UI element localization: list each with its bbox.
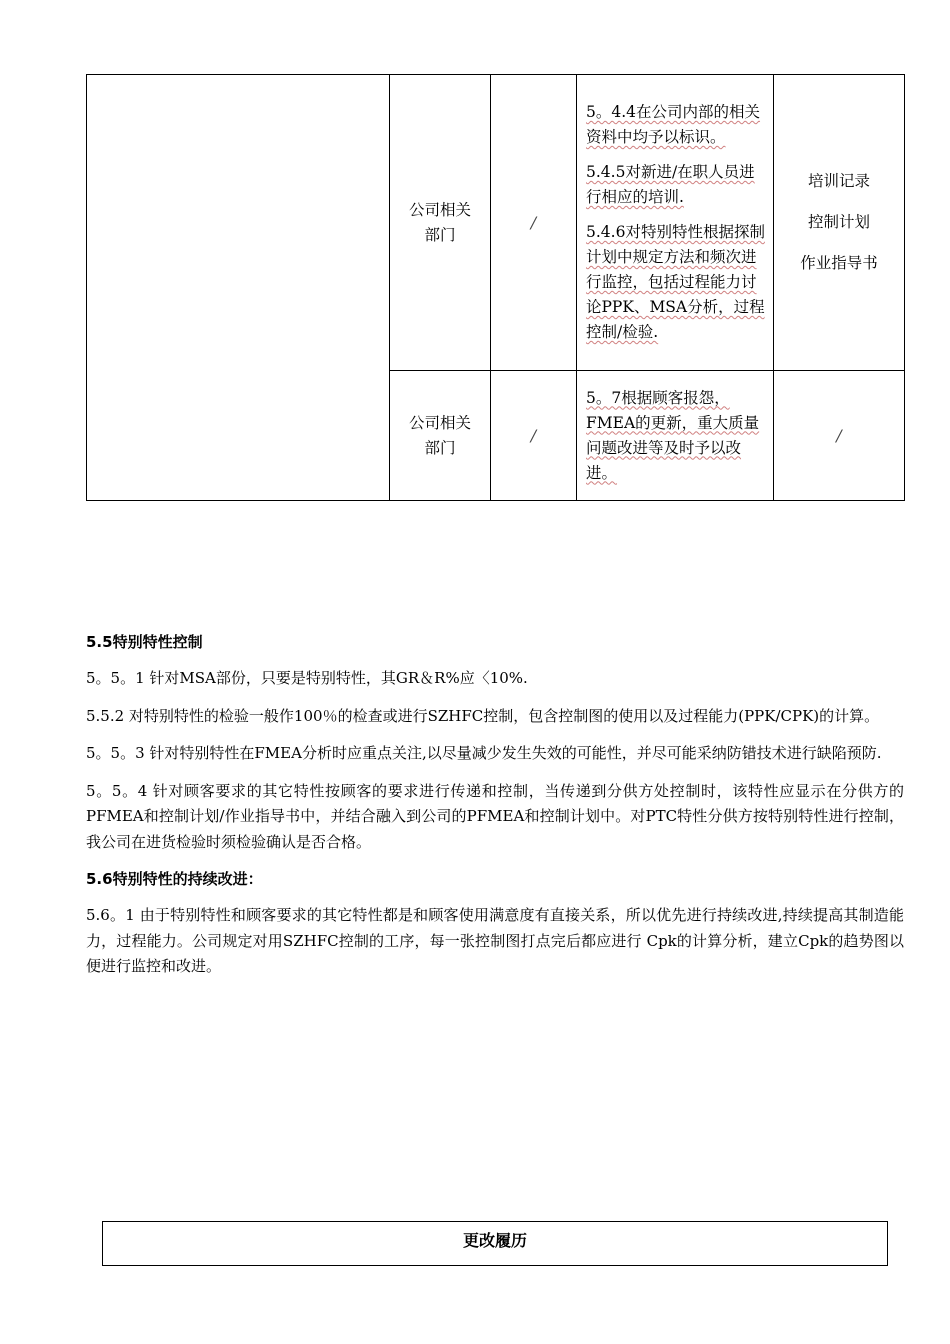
steps-cell — [577, 75, 774, 371]
slash-mark: / — [774, 371, 905, 501]
slash-mark: / — [491, 371, 577, 501]
steps-cell — [577, 371, 774, 501]
document-body — [86, 630, 904, 980]
step-text: 5。4.4在公司内部的相关资料中均予以标识。 — [586, 103, 761, 146]
record-item: 培训记录 — [807, 172, 870, 190]
paragraph: 5。5。4 针对顾客要求的其它特性按顾客的要求进行传递和控制，当传递到分供方处控制时，该特性应显示在分供方的PFMEA和控制计划/作业指导书中，并结合融入到公司的PFMEA和控制计划中。对PTC特性分供方按特别特性进行控制， 我公司在进货检验时须检验确认是否合格。 — [86, 781, 904, 851]
table-row — [87, 75, 905, 371]
dept-cell — [390, 371, 491, 501]
record-item: 作业指导书 — [800, 254, 878, 272]
blank-cell — [87, 75, 390, 501]
dept-cell — [390, 75, 491, 371]
dept-line: 公司相关 — [408, 200, 471, 219]
change-history-title: 更改履历 — [462, 1231, 527, 1250]
paragraph: 5。5。3 针对特别特性在FMEA分析时应重点关注,以尽量减少发生失效的可能性，并尽可能采纳防错技术进行缺陷预防. — [86, 744, 882, 762]
step-text: 5.4.5对新进/在职人员进行相应的培训. — [586, 163, 755, 206]
section-heading: 5.6特别特性的持续改进： — [86, 870, 263, 888]
process-table — [86, 74, 905, 501]
dept-line: 公司相关 — [408, 413, 471, 432]
slash-mark: / — [491, 75, 577, 371]
dept-line: 部门 — [424, 225, 456, 244]
records-cell — [774, 75, 905, 371]
paragraph: 5.5.2 对特别特性的检验一般作100％的检查或进行SZHFC控制，包含控制图的使用以及过程能力(PPK/CPK)的计算。 — [86, 706, 880, 725]
step-text: 5.4.6对特别特性根据探制计划中规定方法和频次进行监控，包括过程能力讨论PPK、MSA分析，过程控制/检验. — [586, 223, 765, 341]
dept-line: 部门 — [424, 438, 456, 457]
step-text: 5。7根据顾客报怨，FMEA的更新，重大质量问题改进等及时予以改进。 — [586, 388, 760, 482]
paragraph: 5。5。1 针对MSA部份，只要是特别特性，其GR＆R%应〈10%. — [86, 669, 528, 687]
paragraph: 5.6。1 由于特别特性和顾客要求的其它特性都是和顾客使用满意度有直接关系，所以优先进行持续改进,持续提高其制造能力，过程能力。公司规定对用SZHFC控制的工序，每一张控制图打点完后都应进行 Cpk的计算分析，建立Cpk的趋势图以便进行监控和改进。 — [86, 906, 904, 975]
record-item: 控制计划 — [807, 213, 870, 231]
change-history-box — [102, 1221, 888, 1266]
section-heading: 5.5特别特性控制 — [86, 633, 203, 651]
